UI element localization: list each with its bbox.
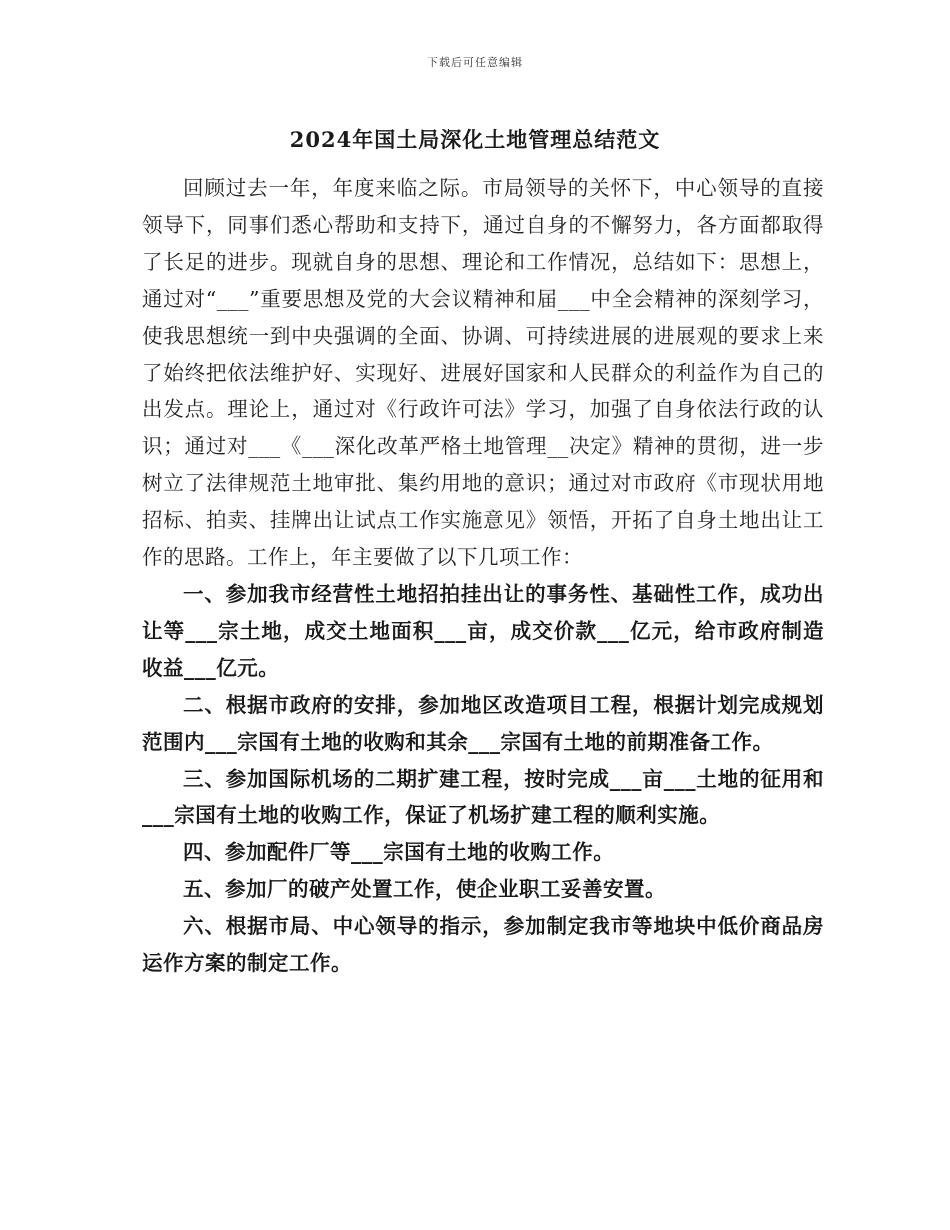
document-body <box>142 170 824 982</box>
paragraph-item-1: 一、参加我市经营性土地招拍挂出让的事务性、基础性工作，成功出让等___宗土地，成交土地面积___亩，成交价款___亿元，给市政府制造收益___亿元。 <box>142 581 824 680</box>
paragraph-intro: 回顾过去一年，年度来临之际。市局领导的关怀下，中心领导的直接领导下，同事们悉心帮助和支持下，通过自身的不懈努力，各方面都取得了长足的进步。现就自身的思想、理论和工作情况，总结如下：思想上，通过对“___”重要思想及党的大会议精神和届___中全会精神的深刻学习，使我思想统一到中央强调的全面、协调、可持续进展的进展观的要求上来了始终把依法维护好、实现好、进展好国家和人民群众的利益作为自己的出发点。理论上，通过对《行政许可法》学习，加强了自身依法行政的认识；通过对___《___深化改革严格土地管理__决定》精神的贯彻，进一步树立了法律规范土地审批、集约用地的意识；通过对市政府《市现状用地招标、拍卖、挂牌出让试点工作实施意见》领悟，开拓了自身土地出让工作的思路。工作上，年主要做了以下几项工作： <box>142 176 824 570</box>
paragraph-item-4: 四、参加配件厂等___宗国有土地的收购工作。 <box>183 840 615 865</box>
paragraph-item-2: 二、根据市政府的安排，参加地区改造项目工程，根据计划完成规划范围内___宗国有土地的收购和其余___宗国有土地的前期准备工作。 <box>142 692 824 754</box>
paragraph-item-3: 三、参加国际机场的二期扩建工程，按时完成___亩___土地的征用和___宗国有土地的收购工作，保证了机场扩建工程的顺利实施。 <box>142 766 824 828</box>
document-title: 2024年国土局深化土地管理总结范文 <box>289 127 661 152</box>
paragraph-item-5: 五、参加厂的破产处置工作，使企业职工妥善安置。 <box>183 877 666 902</box>
header-note: 下载后可任意编辑 <box>427 56 523 69</box>
paragraph-item-6: 六、根据市局、中心领导的指示，参加制定我市等地块中低价商品房运作方案的制定工作。 <box>142 914 824 976</box>
